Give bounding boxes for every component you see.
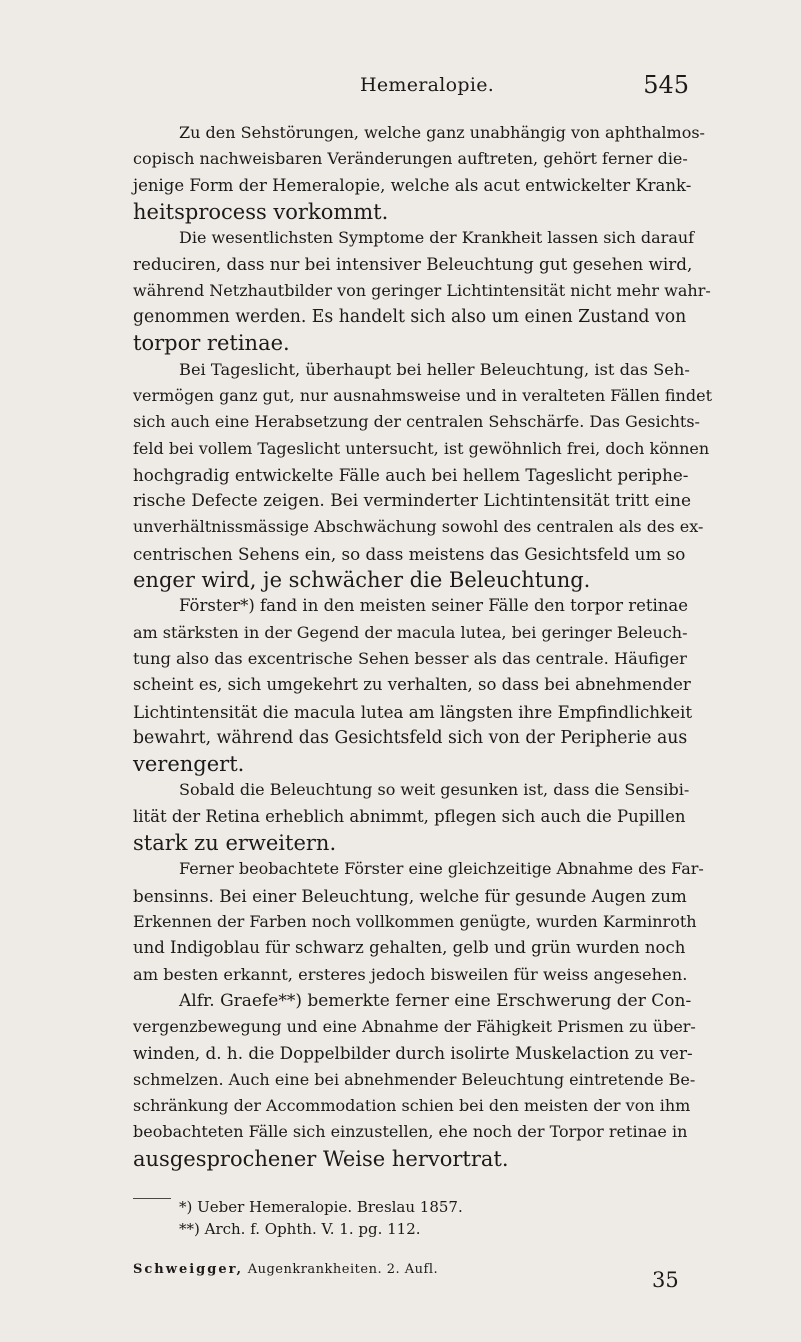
running-head <box>0 71 801 104</box>
text-line: genommen werden. Es handelt sich also um einen Zustand von <box>133 307 687 328</box>
text-line: am besten erkannt, ersteres jedoch bisweilen für weiss angesehen. <box>133 964 688 984</box>
text-line: reduciren, dass nur bei intensiver Beleuchtung gut gesehen wird, <box>133 254 693 275</box>
text-line: lität der Retina erheblich abnimmt, pflegen sich auch die Pupillen <box>133 806 686 826</box>
text-line: schmelzen. Auch eine bei abnehmender Beleuchtung eintretende Be- <box>133 1069 696 1089</box>
text-line: tung also das excentrische Sehen besser als das centrale. Häufiger <box>133 648 687 668</box>
signature-work: Augenkrankheiten. 2. Aufl. <box>247 1262 439 1277</box>
text-line: centrischen Sehens ein, so dass meistens das Gesichtsfeld um so <box>133 543 686 564</box>
text-line: während Netzhautbilder von geringer Lichtintensität nicht mehr wahr- <box>133 280 711 300</box>
text-line: torpor retinae. <box>133 331 290 356</box>
footnote-2: **) Arch. f. Ophth. V. 1. pg. 112. <box>179 1220 421 1238</box>
text-line: verengert. <box>133 752 245 777</box>
text-line: und Indigoblau für schwarz gehalten, gelb und grün wurden noch <box>133 938 686 958</box>
text-line: schränkung der Accommodation schien bei den meisten der von ihm <box>133 1095 691 1115</box>
text-line: Lichtintensität die macula lutea am längsten ihre Empfindlichkeit <box>133 701 693 722</box>
footnotes <box>133 1196 693 1240</box>
text-line: am stärksten in der Gegend der macula lutea, bei geringer Beleuch- <box>133 622 688 642</box>
text-line: heitsprocess vorkommt. <box>133 199 389 224</box>
signature-author: Schweigger, <box>133 1262 244 1277</box>
running-title: Hemeralopie. <box>360 74 495 96</box>
text-line: vermögen ganz gut, nur ausnahmsweise und in veralteten Fällen findet <box>133 385 712 405</box>
text-line: Bei Tageslicht, überhaupt bei heller Beleuchtung, ist das Seh- <box>179 359 690 379</box>
text-line: feld bei vollem Tageslicht untersucht, ist gewöhnlich frei, doch können <box>133 438 710 458</box>
text-line: Alfr. Graefe**) bemerkte ferner eine Erschwerung der Con- <box>179 990 692 1011</box>
text-line: enger wird, je schwächer die Beleuchtung. <box>133 568 591 593</box>
text-line: ausgesprochener Weise hervortrat. <box>133 1146 509 1171</box>
text-line: Sobald die Beleuchtung so weit gesunken ist, dass die Sensibi- <box>179 780 690 800</box>
text-line: hochgradig entwickelte Fälle auch bei hellem Tageslicht periphe- <box>133 464 689 485</box>
text-line: Ferner beobachtete Förster eine gleichzeitige Abnahme des Far- <box>179 859 704 879</box>
text-line: Erkennen der Farben noch vollkommen genügte, wurden Karminroth <box>133 911 697 931</box>
text-line: copisch nachweisbaren Veränderungen auftreten, gehört ferner die- <box>133 149 688 169</box>
text-line: Förster*) fand in den meisten seiner Fälle den torpor retinae <box>179 596 689 616</box>
text-line: rische Defecte zeigen. Bei verminderter Lichtintensität tritt eine <box>133 491 692 512</box>
text-line: Die wesentlichsten Symptome der Krankheit lassen sich darauf <box>179 228 695 248</box>
text-line: stark zu erweitern. <box>133 831 337 856</box>
text-line: scheint es, sich umgekehrt zu verhalten, so dass bei abnehmender <box>133 675 691 695</box>
body-text <box>133 120 712 1172</box>
text-line: vergenzbewegung und eine Abnahme der Fähigkeit Prismen zu über- <box>133 1017 696 1037</box>
text-line: Zu den Sehstörungen, welche ganz unabhängig von aphthalmos- <box>179 123 705 142</box>
page-number: 545 <box>643 71 689 99</box>
text-line: beobachteten Fälle sich einzustellen, ehe noch der Torpor retinae in <box>133 1122 688 1142</box>
text-line: winden, d. h. die Doppelbilder durch isolirte Muskelaction zu ver- <box>133 1043 693 1064</box>
text-line: unverhältnissmässige Abschwächung sowohl des centralen als des ex- <box>133 517 704 537</box>
text-line: bensinns. Bei einer Beleuchtung, welche für gesunde Augen zum <box>133 885 687 906</box>
text-line: sich auch eine Herabsetzung der centralen Sehschärfe. Das Gesichts- <box>133 412 700 432</box>
printer-signature <box>133 1262 438 1277</box>
footnote-1: *) Ueber Hemeralopie. Breslau 1857. <box>179 1198 463 1216</box>
sheet-number: 35 <box>652 1268 679 1292</box>
text-line: jenige Form der Hemeralopie, welche als acut entwickelter Krank- <box>133 175 692 195</box>
text-line: bewahrt, während das Gesichtsfeld sich von der Peripherie aus <box>133 727 688 748</box>
